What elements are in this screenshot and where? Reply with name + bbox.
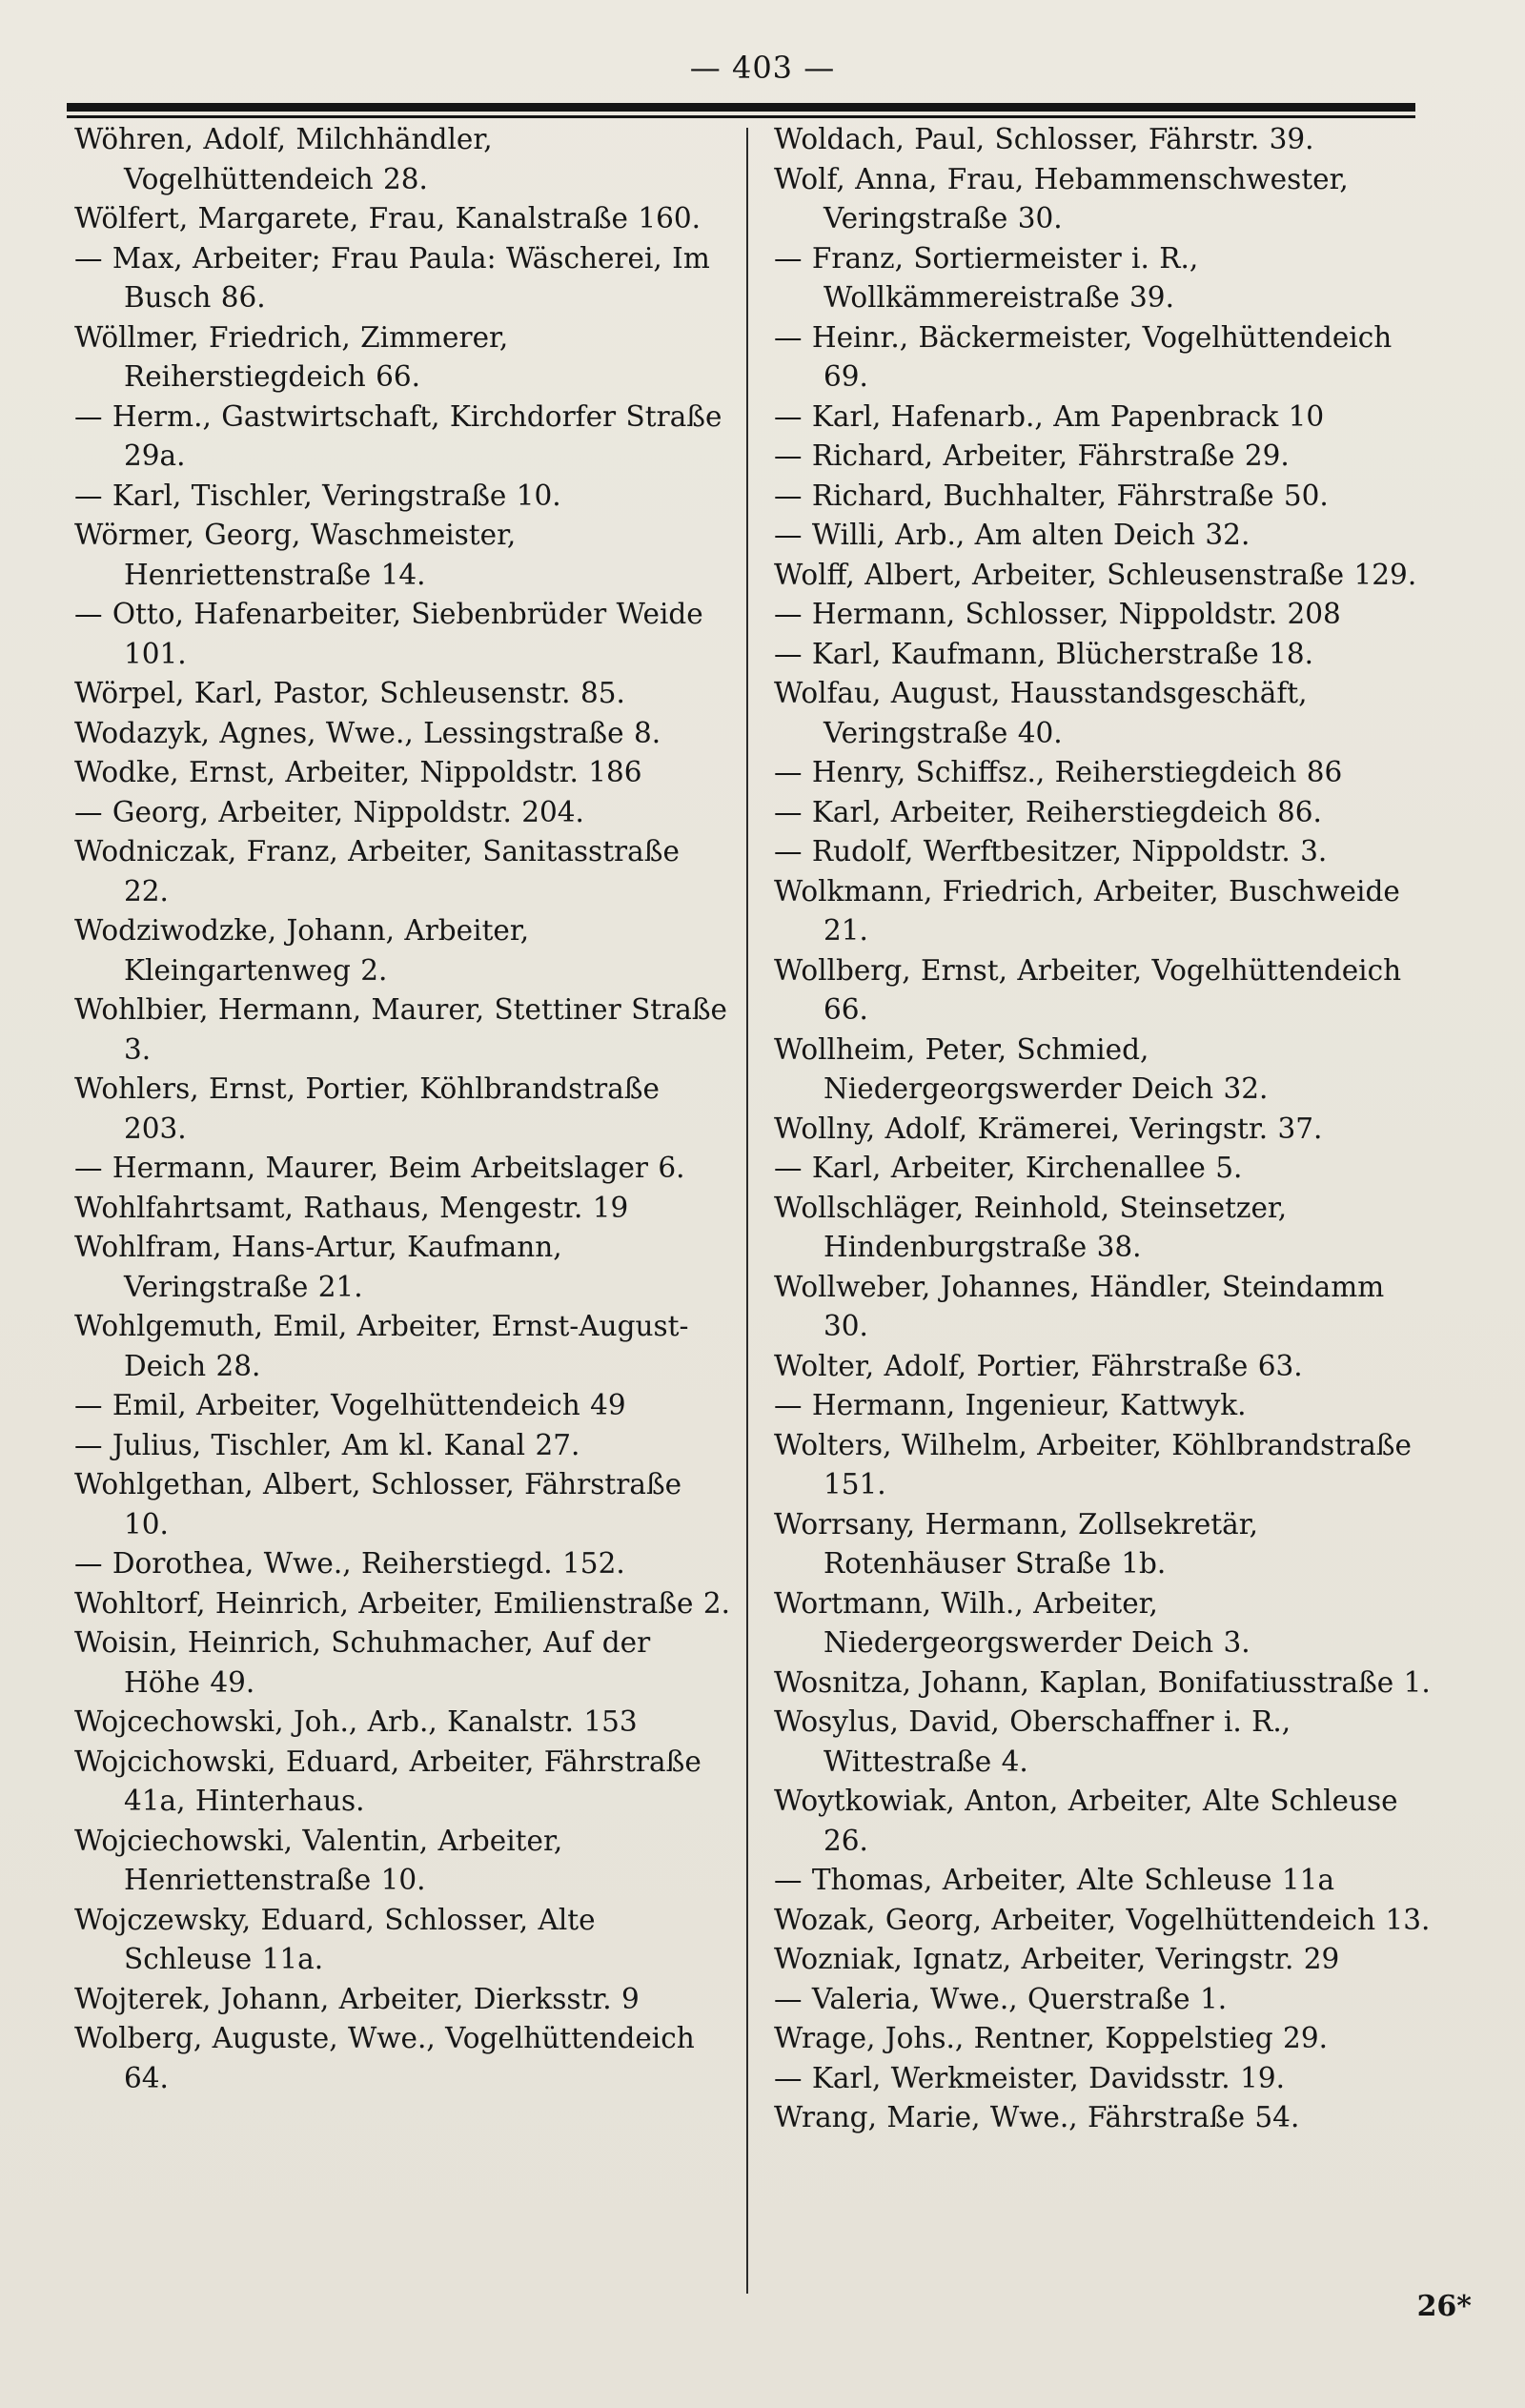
directory-entry: Wojciechowski, Valentin, Arbeiter, Henriettenstraße 10. <box>74 1824 563 1896</box>
directory-entry: — Herm., Gastwirtschaft, Kirchdorfer Straße 29a. <box>74 399 722 472</box>
directory-entry: — Hermann, Ingenieur, Kattwyk. <box>774 1389 1247 1421</box>
directory-entry: Wörmer, Georg, Waschmeister, Henriettenstraße 14. <box>74 519 517 591</box>
directory-entry: Worrsany, Hermann, Zollsekretär, Rotenhäuser Straße 1b. <box>774 1507 1258 1580</box>
directory-entry: — Hermann, Maurer, Beim Arbeitslager 6. <box>74 1152 685 1184</box>
directory-entry: — Georg, Arbeiter, Nippoldstr. 204. <box>74 795 584 828</box>
directory-entry: Wolkmann, Friedrich, Arbeiter, Buschweide 21. <box>774 874 1400 947</box>
directory-entry: Wohlers, Ernst, Portier, Köhlbrandstraße 203. <box>74 1072 660 1145</box>
signature-mark: 26* <box>1416 2290 1472 2323</box>
directory-entry: Wosylus, David, Oberschaffner i. R., Wittestraße 4. <box>774 1705 1291 1778</box>
directory-entry: — Karl, Hafenarb., Am Papenbrack 10 <box>774 399 1325 433</box>
directory-entry: Wolters, Wilhelm, Arbeiter, Köhlbrandstraße 151. <box>774 1428 1412 1500</box>
directory-entry: Woisin, Heinrich, Schuhmacher, Auf der Höhe 49. <box>74 1626 651 1699</box>
directory-entry: Wollweber, Johannes, Händler, Steindamm 30. <box>774 1270 1385 1342</box>
directory-entry: — Franz, Sortiermeister i. R., Wollkämmereistraße 39. <box>774 241 1199 314</box>
directory-entry: Wodke, Ernst, Arbeiter, Nippoldstr. 186 <box>74 756 642 788</box>
directory-entry: — Karl, Werkmeister, Davidsstr. 19. <box>774 2061 1285 2094</box>
directory-entry: Wodziwodzke, Johann, Arbeiter, Kleingartenweg 2. <box>74 914 530 987</box>
directory-entry: Wojterek, Johann, Arbeiter, Dierksstr. 9 <box>74 1982 640 2015</box>
left-column <box>74 120 732 2098</box>
right-column <box>774 120 1432 2138</box>
directory-entry: — Karl, Kaufmann, Blücherstraße 18. <box>774 637 1313 670</box>
directory-entry: — Otto, Hafenarbeiter, Siebenbrüder Weide 101. <box>74 598 703 670</box>
directory-entry: — Karl, Arbeiter, Kirchenallee 5. <box>774 1152 1243 1184</box>
directory-entry: — Thomas, Arbeiter, Alte Schleuse 11a <box>774 1864 1335 1896</box>
directory-entry: Wohlgemuth, Emil, Arbeiter, Ernst-August-Deich 28. <box>74 1310 689 1382</box>
directory-entry: — Max, Arbeiter; Frau Paula: Wäscherei, Im Busch 86. <box>74 241 710 314</box>
directory-entry: Wojczewsky, Eduard, Schlosser, Alte Schleuse 11a. <box>74 1903 596 1975</box>
directory-entry: Wrage, Johs., Rentner, Koppelstieg 29. <box>774 2022 1328 2054</box>
directory-entry: Wozniak, Ignatz, Arbeiter, Veringstr. 29 <box>774 1943 1340 1975</box>
directory-entry: Wollheim, Peter, Schmied, Niedergeorgswerder Deich 32. <box>774 1032 1269 1105</box>
directory-entry: Wolfau, August, Hausstandsgeschäft, Veringstraße 40. <box>774 677 1308 749</box>
directory-entry: Wohlfram, Hans-Artur, Kaufmann, Veringstraße 21. <box>74 1231 562 1303</box>
directory-entry: — Willi, Arb., Am alten Deich 32. <box>774 519 1250 551</box>
directory-entry: Wohlgethan, Albert, Schlosser, Fährstraße 10. <box>74 1468 682 1541</box>
directory-entry: — Hermann, Schlosser, Nippoldstr. 208 <box>774 598 1341 630</box>
directory-entry: Wöhren, Adolf, Milchhändler, Vogelhüttendeich 28. <box>74 123 493 195</box>
header-rule-thick <box>67 103 1415 112</box>
directory-entry: Wollny, Adolf, Krämerei, Veringstr. 37. <box>774 1112 1323 1145</box>
directory-entry: Wöllmer, Friedrich, Zimmerer, Reiherstiegdeich 66. <box>74 320 509 393</box>
directory-entry: Wolberg, Auguste, Wwe., Vogelhüttendeich 64. <box>74 2022 695 2094</box>
directory-entry: — Henry, Schiffsz., Reiherstiegdeich 86 <box>774 756 1343 788</box>
directory-entry: Wolter, Adolf, Portier, Fährstraße 63. <box>774 1349 1303 1382</box>
directory-entry: Wrang, Marie, Wwe., Fährstraße 54. <box>774 2101 1300 2133</box>
directory-entry: Wodniczak, Franz, Arbeiter, Sanitasstraße 22. <box>74 835 680 908</box>
directory-entry: — Julius, Tischler, Am kl. Kanal 27. <box>74 1428 580 1461</box>
directory-entry: Wollschläger, Reinhold, Steinsetzer, Hindenburgstraße 38. <box>774 1191 1288 1263</box>
directory-entry: Wollberg, Ernst, Arbeiter, Vogelhüttendeich 66. <box>774 953 1402 1026</box>
page-number: — 403 — <box>689 50 836 86</box>
directory-entry: Woytkowiak, Anton, Arbeiter, Alte Schleuse 26. <box>774 1785 1398 1857</box>
directory-entry: Wölfert, Margarete, Frau, Kanalstraße 160. <box>74 202 702 235</box>
directory-entry: — Emil, Arbeiter, Vogelhüttendeich 49 <box>74 1389 626 1421</box>
directory-entry: — Dorothea, Wwe., Reiherstiegd. 152. <box>74 1547 625 1580</box>
column-divider <box>746 128 748 2294</box>
directory-entry: Wosnitza, Johann, Kaplan, Bonifatiusstraße 1. <box>774 1665 1431 1699</box>
directory-entry: — Karl, Tischler, Veringstraße 10. <box>74 479 561 512</box>
directory-entry: Wohltorf, Heinrich, Arbeiter, Emilienstraße 2. <box>74 1586 731 1620</box>
directory-entry: — Rudolf, Werftbesitzer, Nippoldstr. 3. <box>774 835 1328 867</box>
directory-entry: Wodazyk, Agnes, Wwe., Lessingstraße 8. <box>74 716 661 749</box>
directory-entry: — Heinr., Bäckermeister, Vogelhüttendeich 69. <box>774 320 1393 393</box>
directory-entry: Wörpel, Karl, Pastor, Schleusenstr. 85. <box>74 677 625 709</box>
directory-entry: Wolf, Anna, Frau, Hebammenschwester, Veringstraße 30. <box>774 162 1349 235</box>
directory-entry: — Richard, Buchhalter, Fährstraße 50. <box>774 479 1329 512</box>
header-rule-thin <box>67 115 1415 118</box>
directory-entry: — Richard, Arbeiter, Fährstraße 29. <box>774 439 1290 472</box>
directory-entry: Wohlbier, Hermann, Maurer, Stettiner Straße 3. <box>74 993 727 1066</box>
directory-entry: — Valeria, Wwe., Querstraße 1. <box>774 1982 1228 2015</box>
directory-entry: Wohlfahrtsamt, Rathaus, Mengestr. 19 <box>74 1191 629 1224</box>
directory-entry: Wortmann, Wilh., Arbeiter, Niedergeorgswerder Deich 3. <box>774 1586 1250 1659</box>
directory-entry: — Karl, Arbeiter, Reiherstiegdeich 86. <box>774 795 1322 828</box>
directory-entry: Wojcichowski, Eduard, Arbeiter, Fährstraße 41a, Hinterhaus. <box>74 1745 702 1817</box>
directory-entry: Wolff, Albert, Arbeiter, Schleusenstraße 129. <box>774 558 1417 591</box>
directory-entry: Wozak, Georg, Arbeiter, Vogelhüttendeich 13. <box>774 1903 1431 1936</box>
directory-entry: Woldach, Paul, Schlosser, Fährstr. 39. <box>774 123 1314 155</box>
directory-entry: Wojcechowski, Joh., Arb., Kanalstr. 153 <box>74 1705 638 1738</box>
